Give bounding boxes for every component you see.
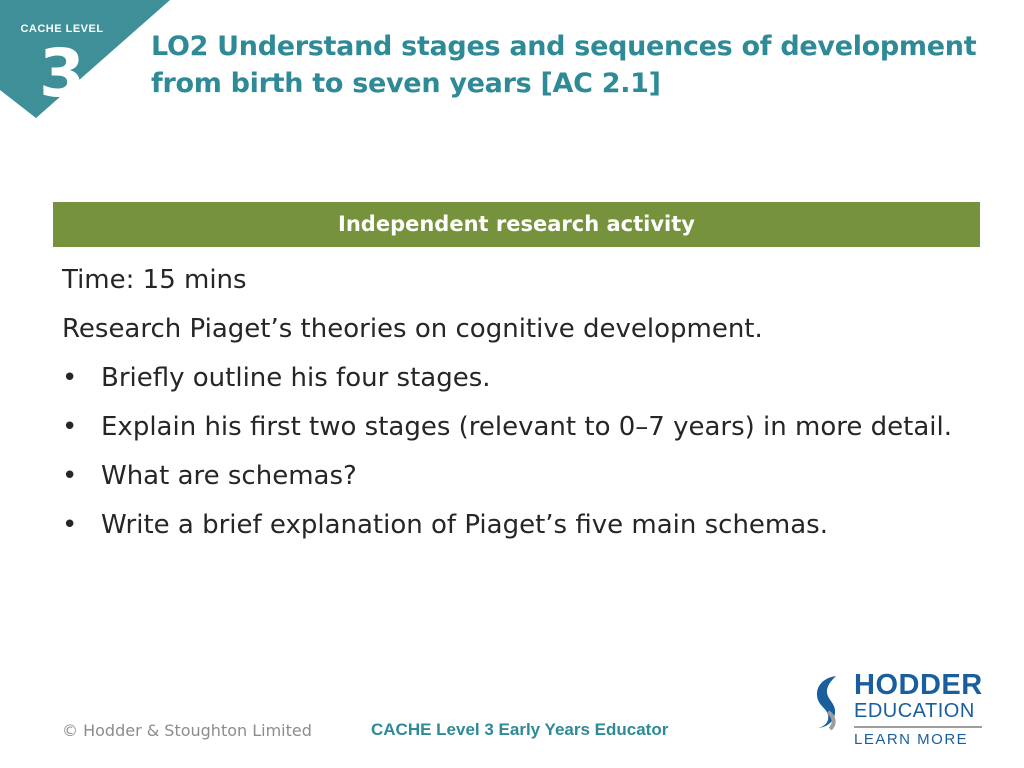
logo-sub: EDUCATION bbox=[854, 700, 975, 722]
footer-course-title: CACHE Level 3 Early Years Educator bbox=[371, 720, 669, 739]
list-item-text: What are schemas? bbox=[101, 461, 357, 491]
activity-content bbox=[62, 262, 962, 556]
hodder-education-logo bbox=[806, 670, 986, 752]
activity-task-list bbox=[62, 360, 962, 544]
logo-name: HODDER bbox=[854, 669, 983, 701]
list-item bbox=[62, 458, 962, 495]
list-item bbox=[62, 409, 962, 446]
badge-number: 3 bbox=[39, 35, 85, 112]
badge-shape bbox=[0, 0, 175, 120]
bullet-icon: • bbox=[62, 510, 78, 540]
bullet-icon: • bbox=[62, 461, 78, 491]
page-title: LO2 Understand stages and sequences of development from birth to seven years [AC 2.1] bbox=[151, 31, 977, 99]
logo-wordmark bbox=[854, 670, 983, 749]
hodder-swirl-icon bbox=[806, 672, 850, 730]
bullet-icon: • bbox=[62, 412, 78, 442]
logo-divider bbox=[854, 726, 982, 728]
badge-label: CACHE LEVEL bbox=[20, 23, 104, 35]
cache-level-badge bbox=[0, 0, 175, 120]
list-item-text: Write a brief explanation of Piaget’s five main schemas. bbox=[101, 510, 828, 540]
logo-tagline: LEARN MORE bbox=[854, 731, 969, 748]
list-item bbox=[62, 507, 962, 544]
list-item-text: Briefly outline his four stages. bbox=[101, 363, 491, 393]
list-item-text: Explain his first two stages (relevant to 0–7 years) in more detail. bbox=[101, 412, 952, 442]
activity-time: Time: 15 mins bbox=[62, 265, 247, 295]
footer-copyright: © Hodder & Stoughton Limited bbox=[62, 721, 312, 740]
activity-intro: Research Piaget’s theories on cognitive development. bbox=[62, 314, 763, 344]
bullet-icon: • bbox=[62, 363, 78, 393]
activity-heading-banner: Independent research activity bbox=[53, 202, 980, 247]
list-item bbox=[62, 360, 962, 397]
